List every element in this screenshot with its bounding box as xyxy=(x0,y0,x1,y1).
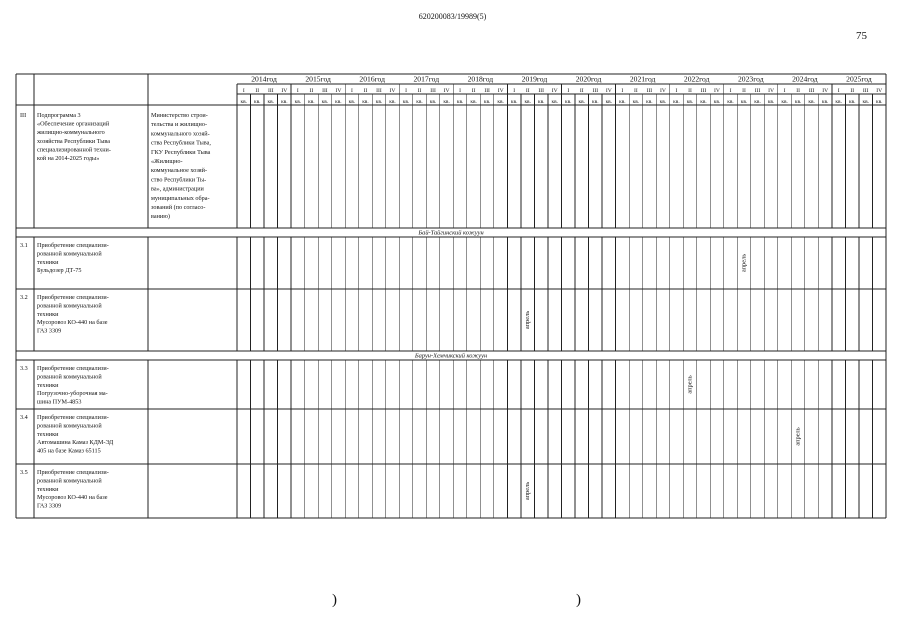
quarter-unit: кв. xyxy=(537,99,545,105)
row-description-line: Бульдозер ДТ-75 xyxy=(37,267,82,275)
quarter-unit: кв. xyxy=(524,99,531,105)
program-title-line: жилищно-коммунального xyxy=(37,129,105,137)
quarter-label: II xyxy=(255,88,260,94)
row-number: 3.1 xyxy=(20,242,28,249)
year-header: 2023год xyxy=(738,74,764,84)
quarter-unit: кв. xyxy=(348,99,356,105)
row-description-line: Приобретение специализи- xyxy=(37,469,109,476)
program-executor-line: Министерство строи- xyxy=(151,112,208,119)
quarter-unit: кв. xyxy=(456,99,464,105)
quarter-unit: кв. xyxy=(375,99,383,105)
margin-mark: ) xyxy=(576,592,581,608)
quarter-unit: кв. xyxy=(781,99,788,105)
year-header: 2016год xyxy=(359,74,385,84)
year-header: 2024год xyxy=(792,74,818,84)
schedule-month-mark: апрель xyxy=(524,310,532,330)
quarter-label: II xyxy=(525,88,530,94)
year-header: 2025год xyxy=(846,74,872,84)
row-description-line: рованной коммунальной xyxy=(37,422,102,430)
quarter-label: I xyxy=(567,88,570,94)
row-description-line: техники xyxy=(37,310,59,318)
program-executor-line: «Жилищно- xyxy=(151,158,183,165)
program-executor-line: муниципальных обра- xyxy=(151,194,210,202)
quarter-label: II xyxy=(688,88,692,94)
schedule-month-mark: апрель xyxy=(686,375,694,394)
quarter-unit: кв. xyxy=(497,99,504,105)
quarter-label: IV xyxy=(497,88,504,94)
program-executor-line: ГКУ Республики Тыва xyxy=(151,148,211,156)
quarter-label: II xyxy=(363,88,368,94)
quarter-label: IV xyxy=(281,88,288,94)
quarter-unit: кв. xyxy=(673,99,680,105)
program-executor-line: коммунального хозяй- xyxy=(151,130,210,138)
quarter-unit: кв. xyxy=(402,99,410,105)
quarter-unit: кв. xyxy=(592,99,599,105)
quarter-unit: кв. xyxy=(808,99,815,105)
row-number: 3.2 xyxy=(20,294,28,301)
quarter-label: I xyxy=(837,88,840,94)
quarter-unit: кв. xyxy=(632,99,640,105)
row-description-line: ГАЗ 3309 xyxy=(37,502,62,510)
row-description-line: шина ПУМ-4853 xyxy=(37,398,82,406)
section-title: Бай-Тайгинский кожуун xyxy=(418,229,484,237)
quarter-label: III xyxy=(646,88,653,94)
program-number: III xyxy=(20,112,27,119)
quarter-label: II xyxy=(309,88,314,94)
quarter-unit: кв. xyxy=(578,99,586,105)
quarter-unit: кв. xyxy=(727,99,734,105)
quarter-label: III xyxy=(268,88,274,94)
quarter-unit: кв. xyxy=(321,99,329,105)
schedule-month-mark: апрель xyxy=(794,427,802,446)
quarter-label: II xyxy=(633,88,638,94)
quarter-label: I xyxy=(621,88,624,94)
program-executor-line: ство Республики Ты- xyxy=(151,176,207,184)
row-description-line: Мусоровоз КО-440 на базе xyxy=(37,319,108,327)
quarter-unit: кв. xyxy=(389,99,396,105)
row-description-line: Погрузочно-уборочная ма- xyxy=(37,390,108,398)
quarter-unit: кв. xyxy=(713,99,721,105)
quarter-unit: кв. xyxy=(821,99,829,105)
document-id: 620200083/19989(5) xyxy=(418,12,487,21)
program-executor-line: тельства и жилищно- xyxy=(151,121,208,129)
quarter-label: I xyxy=(405,88,407,94)
quarter-label: III xyxy=(808,88,815,94)
quarter-unit: кв. xyxy=(470,99,477,105)
quarter-unit: кв. xyxy=(510,99,518,105)
quarter-unit: кв. xyxy=(686,99,694,105)
quarter-label: II xyxy=(417,88,422,94)
quarter-unit: кв. xyxy=(848,99,856,105)
margin-mark: ) xyxy=(332,592,337,608)
year-header: 2014год xyxy=(251,74,277,84)
page-number: 75 xyxy=(856,30,867,42)
quarter-label: III xyxy=(538,88,545,94)
quarter-unit: кв. xyxy=(416,99,423,105)
quarter-label: II xyxy=(850,88,855,94)
row-description-line: 405 на базе Камаз 65115 xyxy=(37,447,101,455)
row-description-line: рованной коммунальной xyxy=(37,302,102,310)
quarter-label: I xyxy=(242,88,245,94)
quarter-label: III xyxy=(700,88,707,94)
row-description-line: рованной коммунальной xyxy=(37,477,102,485)
row-description-line: техники xyxy=(37,430,59,438)
quarter-label: III xyxy=(322,88,328,94)
program-executor-line: ванию) xyxy=(151,213,170,221)
quarter-label: III xyxy=(862,88,869,94)
row-number: 3.3 xyxy=(20,365,28,372)
quarter-unit: кв. xyxy=(700,99,707,105)
quarter-unit: кв. xyxy=(294,99,302,105)
year-header: 2021год xyxy=(629,74,656,84)
quarter-label: IV xyxy=(389,88,396,94)
row-description-line: техники xyxy=(37,258,59,266)
quarter-label: IV xyxy=(876,88,883,94)
quarter-label: IV xyxy=(443,88,450,94)
quarter-label: IV xyxy=(335,88,342,94)
quarter-unit: кв. xyxy=(429,99,437,105)
quarter-unit: кв. xyxy=(335,99,342,105)
row-description-line: Автомашина Камаз КДМ-ЭД xyxy=(37,439,114,447)
row-number: 3.5 xyxy=(20,469,28,476)
quarter-unit: кв. xyxy=(875,99,883,105)
quarter-unit: кв. xyxy=(619,99,626,105)
program-title-line: «Обеспечение организаций xyxy=(37,120,110,128)
quarter-label: I xyxy=(729,88,732,94)
row-description-line: рованной коммунальной xyxy=(37,373,102,381)
row-description-line: рованной коммунальной xyxy=(37,250,102,258)
quarter-unit: кв. xyxy=(267,99,275,105)
quarter-label: I xyxy=(675,88,678,94)
quarter-label: I xyxy=(513,88,516,94)
quarter-unit: кв. xyxy=(862,99,869,105)
quarter-unit: кв. xyxy=(254,99,261,105)
quarter-label: III xyxy=(430,88,436,94)
year-header: 2018год xyxy=(467,74,494,84)
row-description-line: техники xyxy=(37,381,59,389)
quarter-label: IV xyxy=(659,88,666,94)
program-title-line: кой на 2014-2025 годы» xyxy=(37,155,100,162)
program-executor-line: коммунальное хозяй- xyxy=(151,167,208,175)
quarter-unit: кв. xyxy=(240,99,248,105)
schedule-month-mark: апрель xyxy=(524,481,532,501)
quarter-label: II xyxy=(471,88,476,94)
quarter-unit: кв. xyxy=(835,99,842,105)
section-title: Барун-Хемчикский кожуун xyxy=(414,352,488,360)
row-description-line: Мусоровоз КО-440 на базе xyxy=(37,494,108,502)
program-title-line: специализированной техни- xyxy=(37,146,111,154)
row-description-line: Приобретение специализи- xyxy=(37,414,109,421)
row-description-line: техники xyxy=(37,485,59,493)
quarter-label: III xyxy=(376,88,382,94)
row-description-line: Приобретение специализи- xyxy=(37,242,109,249)
row-number: 3.4 xyxy=(20,414,28,421)
quarter-unit: кв. xyxy=(659,99,667,105)
quarter-label: IV xyxy=(551,88,558,94)
quarter-label: IV xyxy=(714,88,720,94)
quarter-label: I xyxy=(783,88,786,94)
program-title-line: хозяйства Республики Тыва xyxy=(37,137,110,145)
quarter-label: II xyxy=(796,88,800,94)
quarter-unit: кв. xyxy=(483,99,491,105)
quarter-label: I xyxy=(350,88,353,94)
quarter-label: III xyxy=(592,88,599,94)
quarter-unit: кв. xyxy=(740,99,748,105)
quarter-unit: кв. xyxy=(551,99,558,105)
quarter-unit: кв. xyxy=(646,99,653,105)
quarter-unit: кв. xyxy=(767,99,775,105)
quarter-label: II xyxy=(579,88,584,94)
row-description-line: ГАЗ 3309 xyxy=(37,327,62,335)
program-title-line: Подпрограмма 3 xyxy=(37,112,81,119)
schedule-month-mark: апрель xyxy=(740,253,748,273)
program-executor-line: ства Республики Тыва, xyxy=(151,139,211,147)
quarter-label: IV xyxy=(605,88,612,94)
program-executor-line: зований (по согласо- xyxy=(151,204,206,211)
quarter-label: I xyxy=(459,88,462,94)
year-header: 2022год xyxy=(683,74,710,84)
quarter-label: II xyxy=(742,88,746,94)
year-header: 2019год xyxy=(521,74,548,84)
quarter-label: IV xyxy=(822,88,829,94)
year-header: 2015год xyxy=(305,74,331,84)
quarter-label: I xyxy=(296,88,299,94)
program-executor-line: ва», администрации xyxy=(151,185,204,193)
row-description-line: Приобретение специализи- xyxy=(37,365,109,372)
quarter-unit: кв. xyxy=(443,99,450,105)
quarter-unit: кв. xyxy=(605,99,613,105)
quarter-unit: кв. xyxy=(308,99,315,105)
quarter-label: III xyxy=(754,88,761,94)
quarter-unit: кв. xyxy=(281,99,288,105)
quarter-unit: кв. xyxy=(565,99,572,105)
quarter-unit: кв. xyxy=(754,99,761,105)
quarter-label: IV xyxy=(768,88,775,94)
quarter-label: III xyxy=(484,88,490,94)
year-header: 2020год xyxy=(575,74,602,84)
quarter-unit: кв. xyxy=(794,99,802,105)
year-header: 2017год xyxy=(413,74,440,84)
quarter-unit: кв. xyxy=(362,99,369,105)
row-description-line: Приобретение специализи- xyxy=(37,294,109,301)
